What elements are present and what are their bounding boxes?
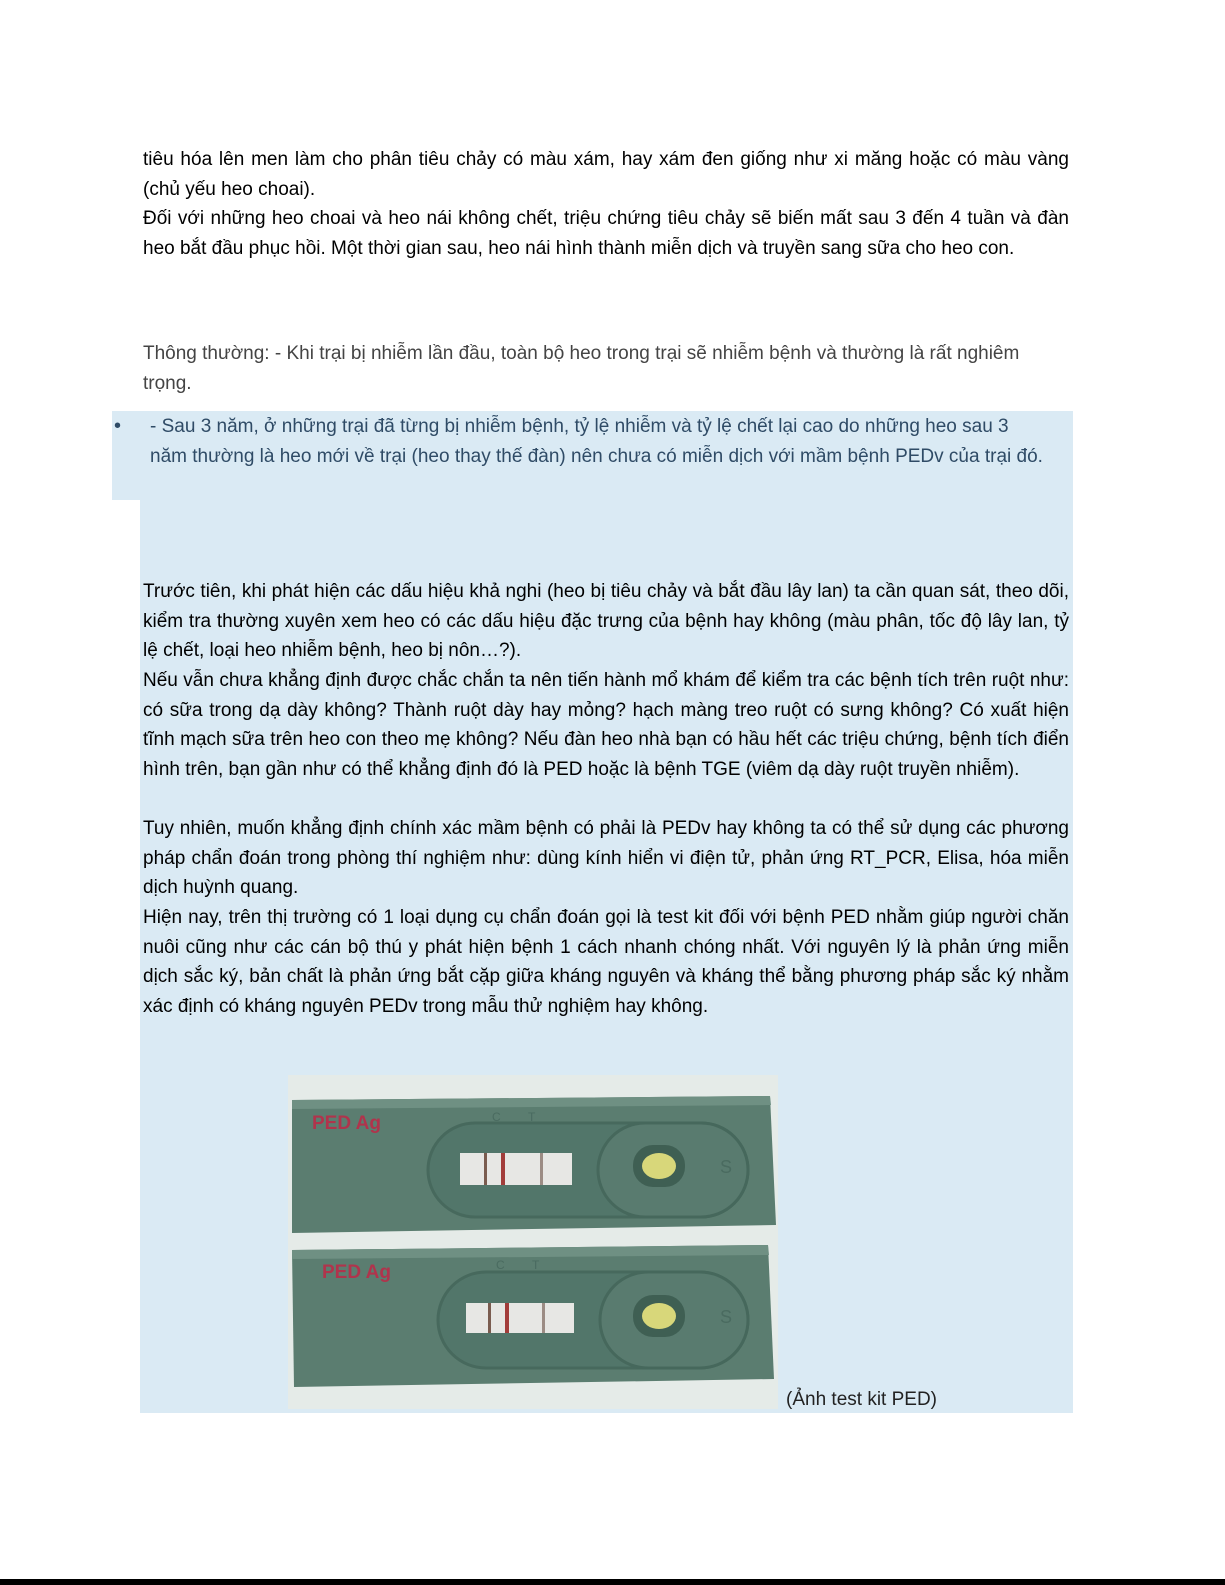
test-kit-bottom — [292, 1245, 774, 1387]
paragraph-5: Nếu vẫn chưa khẳng định được chắc chắn ta nên tiến hành mổ khám để kiểm tra các bệnh tích trên ruột như: có sữa trong dạ dày không? Thành ruột dày hay mỏng? hạch màng treo ruột có sưng không? Có xuất hiện tĩnh mạch sữa trên heo con theo mẹ không? Nếu đàn heo nhà bạn có hầu hết các triệu chứng, bệnh tích điển hình trên, bạn gần như có thể khẳng định đó là PED hoặc là bệnh TGE (viêm dạ dày ruột truyền nhiễm). — [143, 670, 1069, 781]
page-bottom-border — [0, 1579, 1225, 1585]
kit-bottom-mark-s: S — [720, 1307, 733, 1327]
kit-bottom-mark-c: C — [496, 1258, 505, 1272]
bullet-item: - Sau 3 năm, ở những trại đã từng bị nhiễm bệnh, tỷ lệ nhiễm và tỷ lệ chết lại cao do những heo sau 3 năm thường là heo mới về trại (heo thay thế đàn) nên chưa có miễn dịch với mầm bệnh PEDv của trại đó. — [150, 416, 1043, 467]
test-kit-top — [292, 1096, 776, 1233]
paragraph-1: tiêu hóa lên men làm cho phân tiêu chảy có màu xám, hay xám đen giống như xi măng hoặc có màu vàng (chủ yếu heo choai). — [143, 149, 1069, 200]
test-kit-illustration — [288, 1075, 778, 1409]
test-kit-photo — [288, 1075, 778, 1409]
paragraph-2: Đối với những heo choai và heo nái không chết, triệu chứng tiêu chảy sẽ biến mất sau 3 đến 4 tuần và đàn heo bắt đầu phục hồi. Một thời gian sau, heo nái hình thành miễn dịch và truyền sang sữa cho heo con. — [143, 208, 1069, 259]
kit-top-label: PED Ag — [312, 1113, 381, 1134]
paragraph-3: Thông thường: - Khi trại bị nhiễm lần đầu, toàn bộ heo trong trại sẽ nhiễm bệnh và thường là rất nghiêm trọng. — [143, 343, 1020, 394]
kit-top-mark-s: S — [720, 1157, 733, 1177]
kit-bottom-mark-t: T — [532, 1258, 540, 1272]
kit-top-mark-t: T — [528, 1110, 536, 1124]
paragraph-4: Trước tiên, khi phát hiện các dấu hiệu khả nghi (heo bị tiêu chảy và bắt đầu lây lan) ta cần quan sát, theo dõi, kiểm tra thường xuyên xem heo có các dấu hiệu đặc trưng của bệnh hay không (màu phân, tốc độ lây lan, tỷ lệ chết, loại heo nhiễm bệnh, heo bị nôn…?). — [143, 581, 1069, 662]
kit-bottom-label: PED Ag — [322, 1262, 391, 1283]
paragraph-6: Tuy nhiên, muốn khẳng định chính xác mầm bệnh có phải là PEDv hay không ta có thể sử dụng các phương pháp chẩn đoán trong phòng thí nghiệm như: dùng kính hiển vi điện tử, phản ứng RT_PCR, Elisa, hóa miễn dịch huỳnh quang. — [143, 818, 1069, 899]
paragraph-7: Hiện nay, trên thị trường có 1 loại dụng cụ chẩn đoán gọi là test kit đối với bệnh PED nhằm giúp người chăn nuôi cũng như các cán bộ thú y phát hiện bệnh 1 cách nhanh chóng nhất. Với nguyên lý là phản ứng miễn dịch sắc ký, bản chất là phản ứng bắt cặp giữa kháng nguyên và kháng thể bằng phương pháp sắc ký nhằm xác định có kháng nguyên PEDv trong mẫu thử nghiệm hay không. — [143, 907, 1069, 1018]
kit-top-mark-c: C — [492, 1110, 501, 1124]
figure-caption: (Ảnh test kit PED) — [786, 1389, 937, 1410]
bullet-dot-icon: • — [114, 415, 122, 437]
